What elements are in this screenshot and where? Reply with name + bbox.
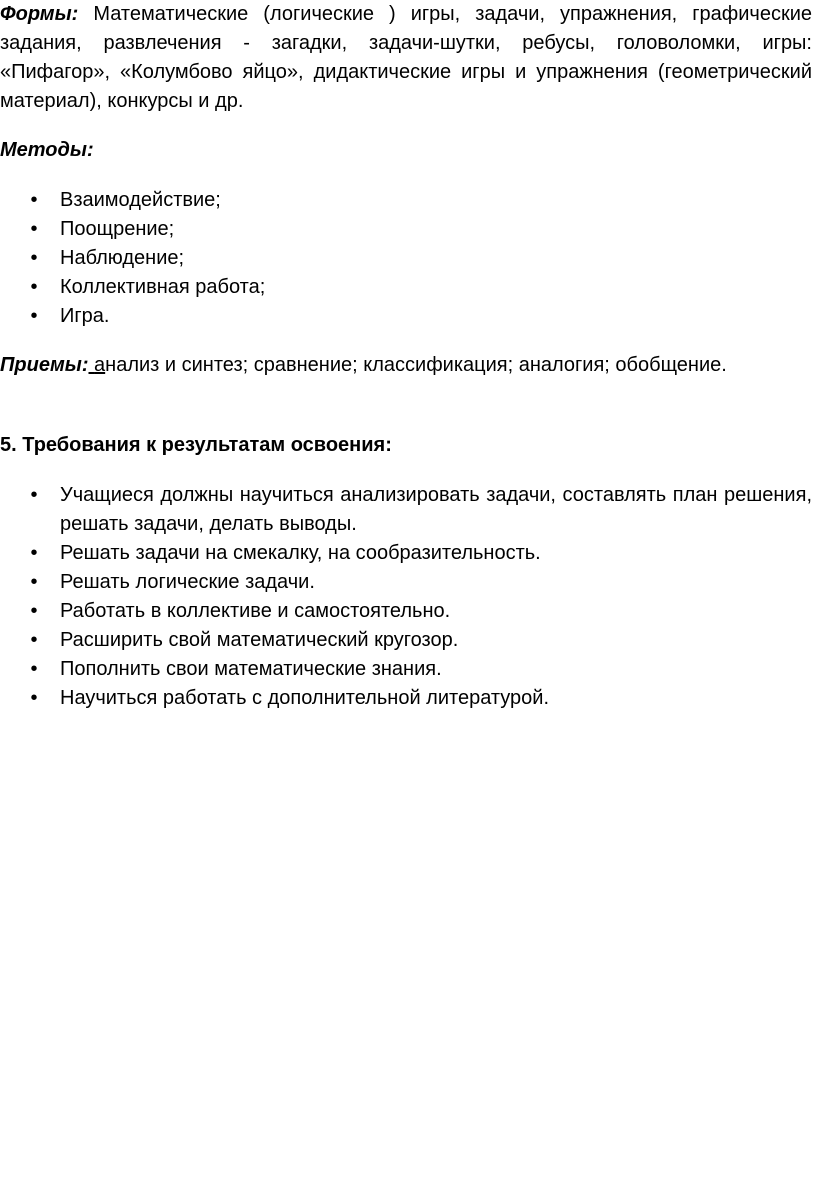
list-item: [0, 568, 812, 597]
bullet-icon: •: [30, 189, 38, 211]
forms-text: Математические (логические ) игры, задачи, упражнения, графические задания, развлечения - загадки, задачи-шутки, ребусы, головоломки, игры: «Пифагор», «Колумбово яйцо», дидактические игры и упражнения (геометрический материал), конкурсы и др.: [0, 3, 812, 112]
bullet-icon: •: [30, 542, 38, 564]
priemy-paragraph: [0, 351, 812, 380]
bullet-icon: •: [30, 276, 38, 298]
methods-item-text: Взаимодействие;: [60, 189, 221, 211]
results-item-text: Решать логические задачи.: [60, 571, 315, 593]
bullet-icon: •: [30, 658, 38, 680]
results-item-text: Работать в коллективе и самостоятельно.: [60, 600, 451, 622]
methods-heading: Методы:: [0, 139, 94, 161]
results-item-text: Пополнить свои математические знания.: [60, 658, 442, 680]
methods-item-text: Игра.: [60, 305, 110, 327]
methods-item-text: Наблюдение;: [60, 247, 185, 269]
list-item: [0, 539, 812, 568]
forms-paragraph: [0, 0, 812, 116]
bullet-icon: •: [30, 305, 38, 327]
bullet-icon: •: [30, 484, 38, 506]
bullet-icon: •: [30, 247, 38, 269]
bullet-icon: •: [30, 629, 38, 651]
list-item: [0, 655, 812, 684]
priemy-underlined-lead: а: [94, 354, 106, 376]
results-item-text: Решать задачи на смекалку, на сообразительность.: [60, 542, 541, 564]
bullet-icon: •: [30, 600, 38, 622]
results-list: [0, 481, 812, 713]
list-item: [0, 273, 812, 302]
list-item: [0, 684, 812, 713]
list-item: [0, 302, 812, 331]
forms-label: Формы:: [0, 3, 79, 25]
list-item: [0, 626, 812, 655]
results-item-text: Расширить свой математический кругозор.: [60, 629, 459, 651]
results-item-text: Учащиеся должны научиться анализировать задачи, составлять план решения, решать задачи, делать выводы.: [60, 484, 812, 535]
methods-item-text: Поощрение;: [60, 218, 175, 240]
list-item: [0, 481, 812, 539]
section-5-heading: 5. Требования к результатам освоения:: [0, 434, 392, 456]
list-item: [0, 186, 812, 215]
bullet-icon: •: [30, 687, 38, 709]
bullet-icon: •: [30, 218, 38, 240]
methods-item-text: Коллективная работа;: [60, 276, 266, 298]
list-item: [0, 215, 812, 244]
results-item-text: Научиться работать с дополнительной литературой.: [60, 687, 550, 709]
list-item: [0, 244, 812, 273]
methods-list: [0, 186, 812, 331]
bullet-icon: •: [30, 571, 38, 593]
priemy-text: нализ и синтез; сравнение; классификация; аналогия; обобщение.: [105, 354, 727, 376]
priemy-label: Приемы:: [0, 354, 89, 376]
list-item: [0, 597, 812, 626]
